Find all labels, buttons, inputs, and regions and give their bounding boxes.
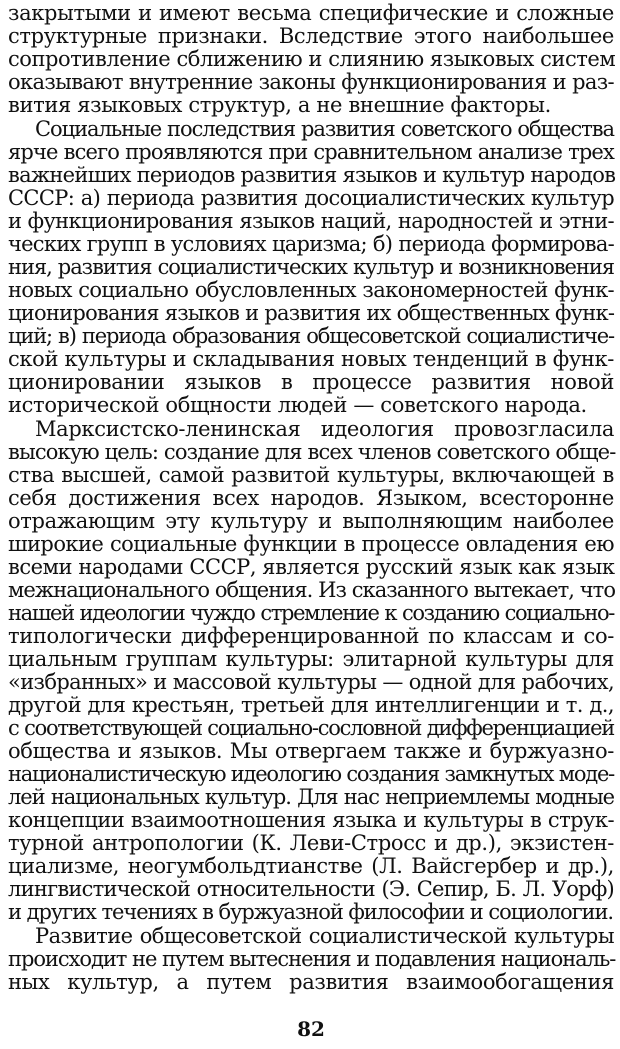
- text-line: вития языковых структур, а не внешние факторы.: [8, 93, 551, 117]
- text-line: националистическую идеологию создания замкнутых моде-: [8, 762, 614, 786]
- text-line: ционирования языков и развития их общественных функ-: [8, 301, 615, 325]
- text-line: «избранных» и массовой культуры — одной для рабочих,: [8, 670, 614, 694]
- text-line: лингвистической относительности (Э. Сепир, Б. Л. Уорф): [8, 877, 614, 901]
- text-line: отражающим эту культуру и выполняющим наиболее: [8, 509, 614, 533]
- text-line: новых социально обусловленных закономерностей функ-: [8, 278, 614, 302]
- paragraph-first-line: Социальные последствия развития советского общества: [35, 117, 614, 141]
- text-line: другой для крестьян, третьей для интеллигенции и т. д.,: [8, 693, 614, 717]
- text-line: межнационального общения. Из сказанного вытекает, что: [8, 578, 616, 602]
- text-line: типологически дифференцированной по классам и со-: [8, 624, 614, 648]
- paragraph-first-line: Развитие общесоветской социалистической культуры: [35, 924, 614, 948]
- text-line: оказывают внутренние законы функционирования и раз-: [8, 70, 614, 94]
- text-line: сопротивление сближению и слиянию языковых систем: [8, 47, 616, 71]
- text-line: закрытыми и имеют весьма специфические и сложные: [8, 1, 614, 25]
- text-line: циальным группам культуры: элитарной культуры для: [8, 647, 614, 671]
- text-line: происходит не путем вытеснения и подавления националь-: [8, 947, 616, 971]
- text-line: всеми народами СССР, является русский язык как язык: [8, 555, 615, 579]
- text-line: исторической общности людей — советского народа.: [8, 393, 587, 417]
- text-line: лей национальных культур. Для нас неприемлемы модные: [8, 785, 614, 809]
- text-line: турной антропологии (К. Леви-Стросс и др.), экзистен-: [8, 831, 614, 855]
- text-line: ства высшей, самой развитой культуры, включающей в: [8, 463, 614, 487]
- text-line: широкие социальные функции в процессе овладения ею: [8, 532, 614, 556]
- text-line: ческих групп в условиях царизма; б) периода формирова-: [8, 232, 614, 256]
- text-line: и других течениях в буржуазной философии и социологии.: [8, 900, 614, 924]
- text-line: СССР: а) периода развития досоциалистических культур: [8, 186, 614, 210]
- text-line: циализме, неогумбольдтианстве (Л. Вайсгербер и др.),: [8, 854, 614, 878]
- text-line: ярче всего проявляются при сравнительном анализе трех: [8, 140, 614, 164]
- book-page: [8, 0, 614, 1049]
- page-number: 82: [297, 1017, 325, 1041]
- text-line: высокую цель: создание для всех членов советского обще-: [8, 440, 616, 464]
- text-line: концепции взаимоотношения языка и культуры в струк-: [8, 808, 614, 832]
- text-line: и функционирования языков наций, народностей и этни-: [8, 209, 614, 233]
- text-line: ской культуры и складывания новых тенденций в функ-: [8, 347, 614, 371]
- text-line: структурные признаки. Вследствие этого наибольшее: [8, 24, 614, 48]
- text-line: ных культур, а путем развития взаимообогащения: [8, 970, 614, 994]
- text-line: общества и языков. Мы отвергаем также и буржуазно-: [8, 739, 614, 763]
- text-line: ния, развития социалистических культур и возникновения: [8, 255, 614, 279]
- text-line: с соответствующей социально-сословной дифференциацией: [8, 716, 614, 740]
- text-line: нашей идеологии чуждо стремление к созданию социально-: [8, 601, 614, 625]
- text-line: ций; в) периода образования общесоветской социалистиче-: [8, 324, 614, 348]
- text-line: важнейших периодов развития языков и культур народов: [8, 163, 616, 187]
- text-line: ционировании языков в процессе развития новой: [8, 370, 614, 394]
- text-line: себя достижения всех народов. Языком, всесторонне: [8, 486, 614, 510]
- paragraph-first-line: Марксистско-ленинская идеология провозгласила: [35, 417, 614, 441]
